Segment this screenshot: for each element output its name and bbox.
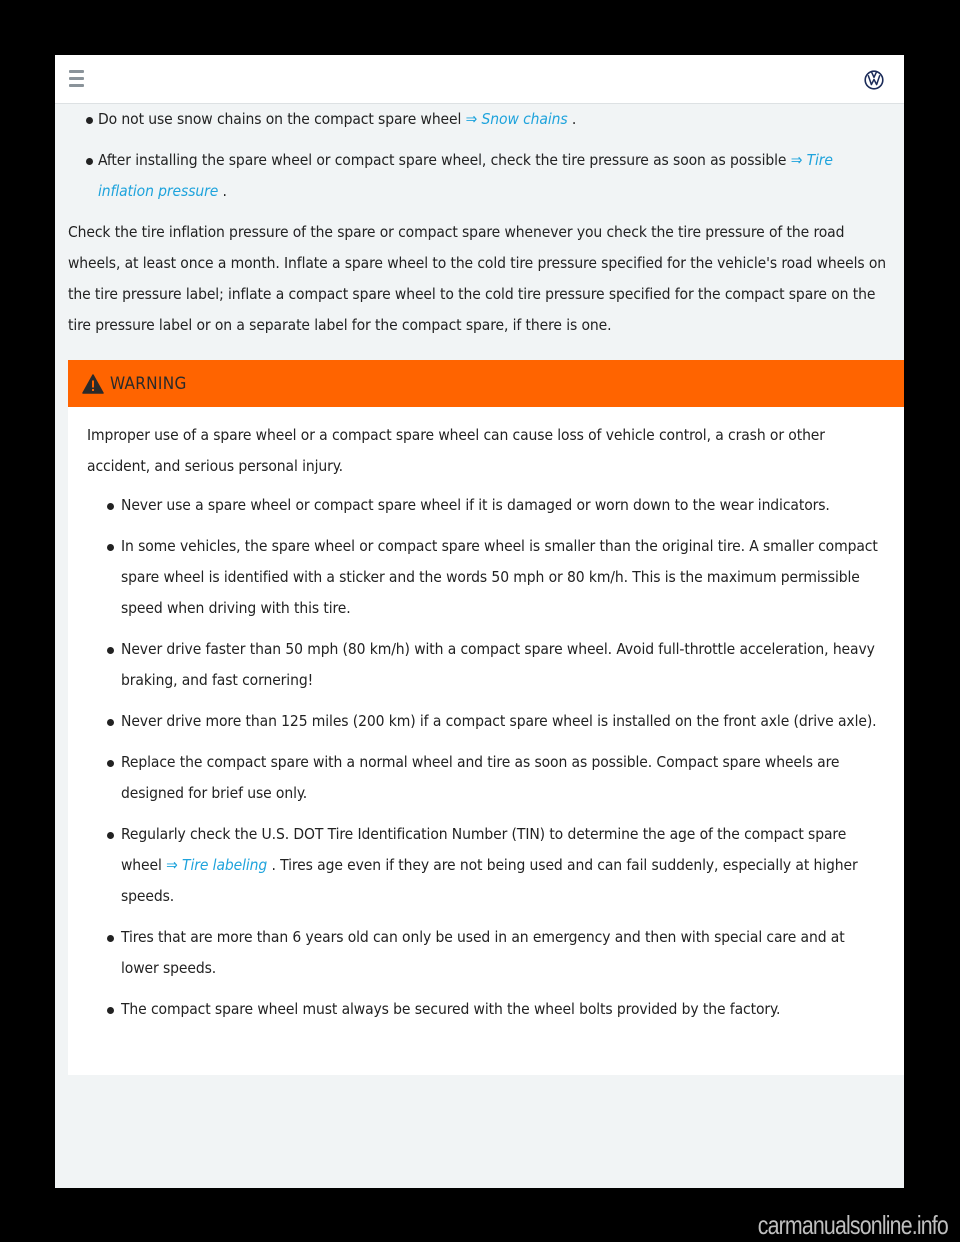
warning-box (68, 360, 904, 1075)
tire-labeling-link[interactable]: ⇒ Tire labeling (166, 856, 268, 874)
hamburger-menu-icon[interactable] (69, 70, 84, 87)
tire-inflation-pressure-link[interactable]: ⇒ Tire inflation pressure (98, 151, 833, 200)
content (55, 104, 904, 1075)
top-bar (55, 55, 904, 104)
vw-logo-icon[interactable] (864, 70, 884, 90)
list-item: Replace the compact spare with a normal wheel and tire as soon as possible. Compact spare wheels are designed for brief use only. (87, 747, 885, 809)
watermark: carmanualsonline.info (757, 1210, 948, 1240)
warning-triangle-icon (82, 374, 104, 394)
list-item: Do not use snow chains on the compact spare wheel ⇒ Snow chains . (68, 104, 891, 135)
warning-title: WARNING (110, 373, 187, 394)
list-item: Never drive more than 125 miles (200 km) if a compact spare wheel is installed on the front axle (drive axle). (87, 706, 885, 737)
list-item: Never drive faster than 50 mph (80 km/h) with a compact spare wheel. Avoid full-throttle acceleration, heavy braking, and fast cornering! (87, 634, 885, 696)
list-item: After installing the spare wheel or compact spare wheel, check the tire pressure as soon as possible ⇒ Tire inflation pressure . (68, 145, 891, 207)
warning-body (68, 407, 904, 1075)
list-item: Tires that are more than 6 years old can only be used in an emergency and then with special care and at lower speeds. (87, 922, 885, 984)
intro-bullet-list (68, 104, 891, 207)
list-item: In some vehicles, the spare wheel or compact spare wheel is smaller than the original tire. A smaller compact spare wheel is identified with a sticker and the words 50 mph or 80 km/h. This is the maximum permissible speed when driving with this tire. (87, 531, 885, 624)
warning-intro: Improper use of a spare wheel or a compact spare wheel can cause loss of vehicle control, a crash or other accident, and serious personal injury. (87, 426, 825, 475)
list-item: The compact spare wheel must always be secured with the wheel bolts provided by the factory. (87, 994, 885, 1025)
manual-page (55, 55, 904, 1188)
snow-chains-link[interactable]: ⇒ Snow chains (465, 110, 568, 128)
list-item: Never use a spare wheel or compact spare wheel if it is damaged or worn down to the wear indicators. (87, 490, 885, 521)
warning-bullet-list (87, 490, 885, 1025)
list-item: Regularly check the U.S. DOT Tire Identification Number (TIN) to determine the age of the compact spare wheel ⇒ Tire labeling . Tires age even if they are not being used and can fail suddenly, especially at higher speeds. (87, 819, 885, 912)
warning-header (68, 360, 904, 407)
body-paragraph: Check the tire inflation pressure of the spare or compact spare whenever you check the tire pressure of the road wheels, at least once a month. Inflate a spare wheel to the cold tire pressure specified for the vehicle's road wheels on the tire pressure label; inflate a compact spare wheel to the cold tire pressure specified for the compact spare on the tire pressure label or on a separate label for the compact spare, if there is one. (68, 223, 887, 334)
